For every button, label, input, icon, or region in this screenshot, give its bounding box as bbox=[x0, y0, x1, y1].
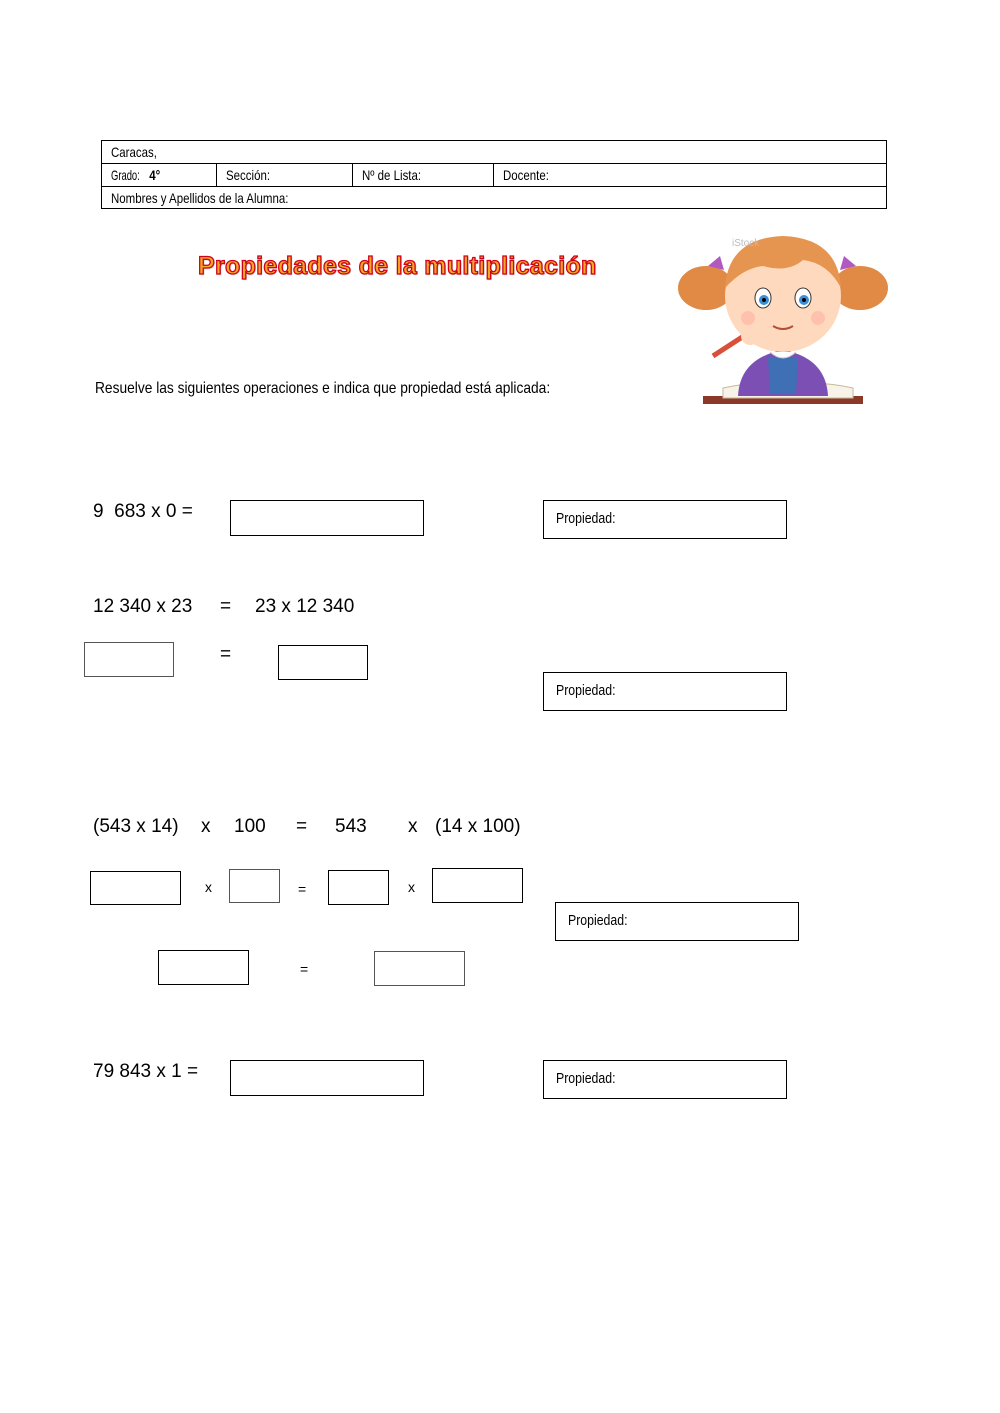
section-label: Sección: bbox=[226, 167, 271, 183]
ex3-property-input[interactable] bbox=[555, 902, 799, 941]
ex2-right-answer-input[interactable] bbox=[278, 645, 368, 680]
ex3-answer-d-input[interactable] bbox=[432, 868, 523, 903]
ex4-property-input[interactable] bbox=[543, 1060, 787, 1099]
section-cell bbox=[216, 164, 352, 186]
ex2-equals: = bbox=[220, 596, 232, 617]
ex3-answer-a-input[interactable] bbox=[90, 871, 181, 905]
grade-label: Grado: bbox=[111, 167, 140, 183]
ex3-op2: x bbox=[408, 816, 418, 837]
ex2-property-input[interactable] bbox=[543, 672, 787, 711]
ex2-left: 12 340 x 23 bbox=[93, 596, 193, 617]
ex3-part1: (543 x 14) bbox=[93, 816, 179, 837]
list-number-label: Nº de Lista: bbox=[362, 167, 422, 183]
page-title: Propiedades de la multiplicación bbox=[198, 252, 597, 280]
teacher-label: Docente: bbox=[503, 167, 549, 183]
grade-cell bbox=[102, 164, 216, 186]
header-table bbox=[101, 140, 887, 209]
ex3-equals: = bbox=[296, 816, 308, 837]
city-label: Caracas, bbox=[111, 144, 157, 160]
ex3-row-op1: x bbox=[205, 879, 212, 895]
grade-value: 4° bbox=[149, 167, 161, 183]
ex3-part2: 100 bbox=[234, 816, 266, 837]
ex3-part3: 543 bbox=[335, 816, 367, 837]
ex3-part4: (14 x 100) bbox=[435, 816, 521, 837]
ex3-row-equals: = bbox=[298, 881, 307, 897]
student-name-row bbox=[102, 187, 886, 209]
teacher-cell bbox=[493, 164, 886, 186]
girl-illustration bbox=[668, 218, 893, 408]
ex4-expression: 79 843 x 1 = bbox=[93, 1061, 199, 1082]
ex3-result-right-input[interactable] bbox=[374, 951, 465, 986]
ex3-property-label: Propiedad: bbox=[568, 912, 628, 929]
list-number-cell bbox=[352, 164, 493, 186]
ex3-final-equals: = bbox=[300, 961, 309, 977]
ex2-left-answer-input[interactable] bbox=[84, 642, 174, 677]
instructions: Resuelve las siguientes operaciones e indica que propiedad está aplicada: bbox=[95, 380, 551, 397]
ex3-answer-b-input[interactable] bbox=[229, 869, 280, 903]
ex1-expression: 9 683 x 0 = bbox=[93, 501, 193, 522]
ex3-answer-c-input[interactable] bbox=[328, 870, 389, 905]
city-row bbox=[102, 141, 886, 164]
ex2-property-label: Propiedad: bbox=[556, 682, 616, 699]
ex3-op1: x bbox=[201, 816, 211, 837]
ex1-answer-input[interactable] bbox=[230, 500, 424, 536]
ex4-answer-input[interactable] bbox=[230, 1060, 424, 1096]
watermark-text: iStock bbox=[732, 238, 760, 249]
ex1-property-input[interactable] bbox=[543, 500, 787, 539]
student-name-label: Nombres y Apellidos de la Alumna: bbox=[111, 190, 289, 206]
ex2-right: 23 x 12 340 bbox=[255, 596, 355, 617]
ex2-row-equals: = bbox=[220, 644, 232, 665]
ex1-property-label: Propiedad: bbox=[556, 510, 616, 527]
info-row bbox=[102, 164, 886, 187]
ex3-result-left-input[interactable] bbox=[158, 950, 249, 985]
ex4-property-label: Propiedad: bbox=[556, 1070, 616, 1087]
ex3-row-op2: x bbox=[408, 879, 415, 895]
